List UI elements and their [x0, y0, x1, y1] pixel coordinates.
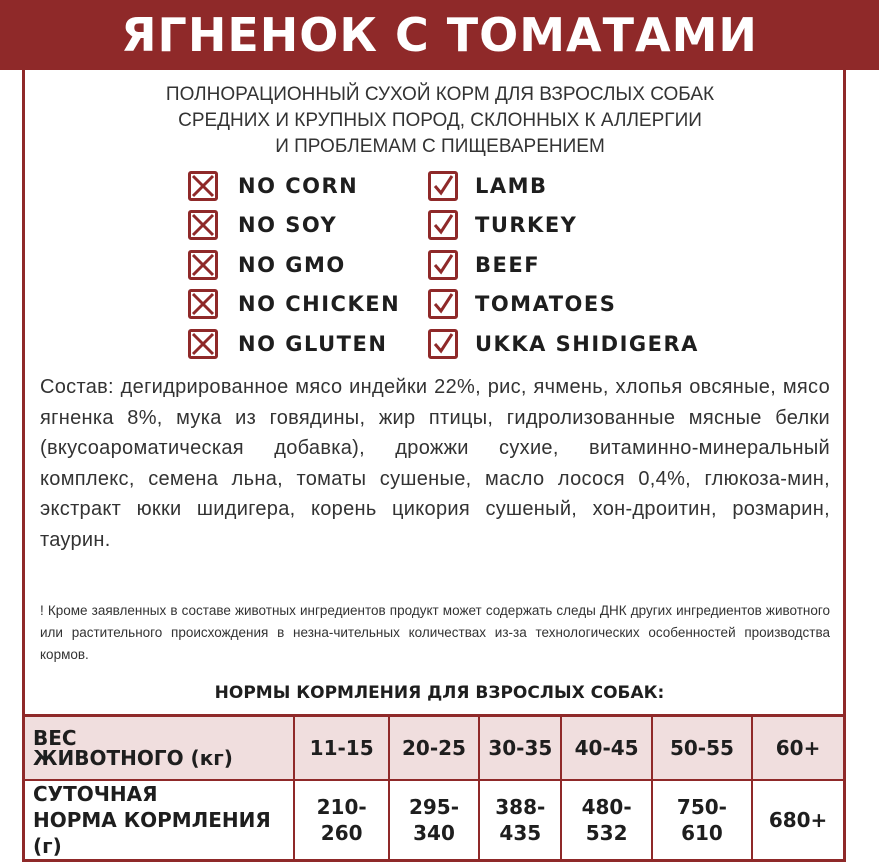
daily-cell-line: 532 [585, 820, 628, 845]
weight-header [24, 716, 295, 780]
daily-cell-line: 340 [413, 820, 455, 845]
check-box-icon [428, 289, 458, 319]
subtitle-line: И ПРОБЛЕМАМ С ПИЩЕВАРЕНИЕМ [275, 136, 605, 157]
excluded-label: NO CHICKEN [238, 292, 401, 317]
weight-cell: 11-15 [294, 716, 388, 780]
weight-cell: 60+ [752, 716, 844, 780]
daily-cell-line: 295- [408, 794, 460, 819]
x-box-icon [188, 171, 218, 201]
included-label: TURKEY [475, 213, 578, 238]
weight-header-line: ВЕС [33, 725, 77, 750]
daily-cell-line: 610 [681, 820, 723, 845]
daily-cell-line: 388- [495, 794, 546, 819]
weight-cell: 50-55 [652, 716, 752, 780]
weight-cell: 30-35 [479, 716, 561, 780]
included-label: LAMB [475, 173, 548, 198]
included-list [428, 166, 699, 364]
daily-cell-line: 210- [316, 794, 367, 819]
feeding-norms-title: НОРМЫ КОРМЛЕНИЯ ДЛЯ ВЗРОСЛЫХ СОБАК: [214, 683, 665, 703]
daily-cell-line: 260 [320, 820, 363, 845]
subtitle-line: СРЕДНИХ И КРУПНЫХ ПОРОД, СКЛОННЫХ К АЛЛЕРГИИ [178, 110, 702, 131]
x-box-icon [188, 250, 218, 280]
included-label: BEEF [475, 252, 541, 277]
daily-row [24, 780, 845, 861]
daily-cell [389, 780, 479, 861]
weight-row [24, 716, 845, 780]
daily-cell-line: 480- [581, 794, 632, 819]
check-box-icon [428, 210, 458, 240]
excluded-item [188, 166, 400, 206]
check-box-icon [428, 250, 458, 280]
daily-cell: 680+ [752, 780, 844, 861]
product-subtitle [40, 82, 840, 160]
excluded-item [188, 324, 400, 364]
included-item [428, 245, 699, 285]
dna-note: ! Кроме заявленных в составе животных ингредиентов продукт может содержать следы ДНК других ингредиентов животного или растительного происхождения в незна-чительных количествах из-за технологических особенностей производства кормов. [40, 603, 830, 662]
composition-text: Состав: дегидрированное мясо индейки 22%, рис, ячмень, хлопья овсяные, мясо ягненка 8%, мука из говядины, жир птицы, гидролизованные мясные белки (вкусоароматическая добавка), дрожжи сухие, витаминно-минеральный комплекс, семена льна, томаты сушеные, масло лосося 0,4%, глюкоза-мин, экстракт юкки шидигера, корень цикория сушеный, хон-дроитин, розмарин, таурин. [40, 376, 830, 551]
daily-cell [294, 780, 388, 861]
included-item [428, 166, 699, 206]
included-item [428, 206, 699, 246]
title-banner [0, 0, 879, 70]
excluded-label: NO GLUTEN [238, 331, 388, 356]
included-item [428, 285, 699, 325]
daily-cell [652, 780, 752, 861]
daily-header-line: НОРМА КОРМЛЕНИЯ (г) [33, 807, 271, 858]
included-item [428, 324, 699, 364]
feeding-table [22, 714, 846, 862]
x-box-icon [188, 329, 218, 359]
x-box-icon [188, 210, 218, 240]
daily-header [24, 780, 295, 861]
weight-cell: 40-45 [561, 716, 651, 780]
excluded-list [188, 166, 400, 364]
daily-cell-line: 750- [676, 794, 727, 819]
excluded-label: NO CORN [238, 173, 359, 198]
excluded-label: NO SOY [238, 213, 338, 238]
excluded-item [188, 245, 400, 285]
daily-cell [479, 780, 561, 861]
excluded-item [188, 206, 400, 246]
ingredient-checklist [188, 166, 748, 362]
check-box-icon [428, 171, 458, 201]
excluded-label: NO GMO [238, 252, 346, 277]
weight-cell: 20-25 [389, 716, 479, 780]
excluded-item [188, 285, 400, 325]
check-box-icon [428, 329, 458, 359]
x-box-icon [188, 289, 218, 319]
product-title: ЯГНЕНОК С ТОМАТАМИ [121, 8, 758, 62]
weight-header-line: ЖИВОТНОГО (кг) [33, 745, 233, 770]
daily-cell [561, 780, 651, 861]
included-label: TOMATOES [475, 292, 617, 317]
subtitle-line: ПОЛНОРАЦИОННЫЙ СУХОЙ КОРМ ДЛЯ ВЗРОСЛЫХ СОБАК [165, 84, 715, 105]
daily-header-line: СУТОЧНАЯ [33, 781, 158, 806]
daily-cell-line: 435 [499, 820, 542, 845]
included-label: UKKA SHIDIGERA [475, 331, 699, 356]
